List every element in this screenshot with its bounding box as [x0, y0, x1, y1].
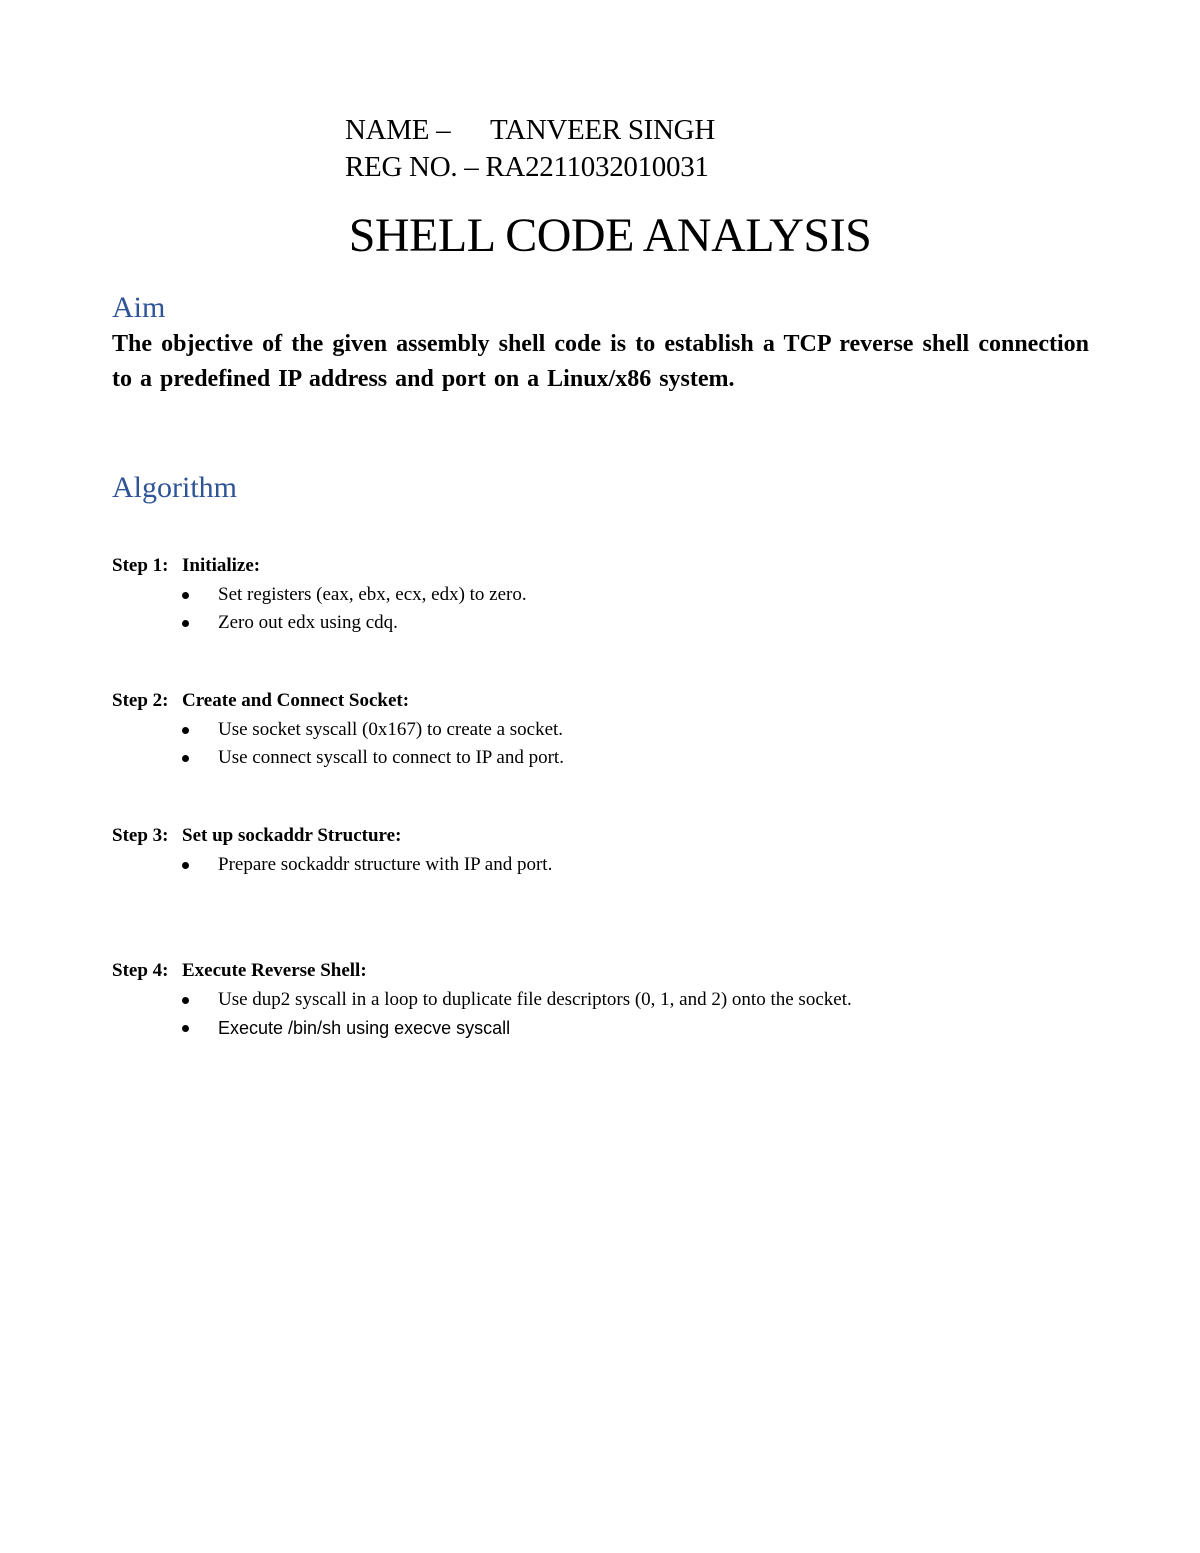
list-item — [112, 716, 1112, 744]
bullet-text: Use dup2 syscall in a loop to duplicate file descriptors (0, 1, and 2) onto the socket. — [218, 989, 852, 1010]
step-4 — [112, 958, 1112, 1042]
list-item — [112, 609, 1112, 637]
step-2 — [112, 688, 1112, 772]
bullet-icon — [182, 755, 189, 762]
list-item — [112, 581, 1112, 609]
step-title: Initialize: — [182, 555, 261, 576]
bullet-icon — [182, 997, 189, 1004]
list-item — [112, 986, 1112, 1014]
list-item — [112, 1014, 1112, 1042]
step-number: Step 1: — [112, 555, 169, 576]
bullet-text: Zero out edx using cdq. — [218, 612, 398, 633]
step-bullet-list — [112, 581, 1112, 637]
list-item — [112, 851, 1112, 879]
name-label: NAME – — [345, 114, 451, 146]
bullet-text: Set registers (eax, ebx, ecx, edx) to zero. — [218, 584, 527, 605]
step-bullet-list — [112, 851, 1112, 879]
bullet-icon — [182, 727, 189, 734]
bullet-icon — [182, 1025, 189, 1032]
bullet-text: Use connect syscall to connect to IP and port. — [218, 747, 564, 768]
algorithm-heading: Algorithm — [112, 471, 237, 504]
step-title: Execute Reverse Shell: — [182, 960, 367, 981]
aim-paragraph: The objective of the given assembly shell code is to establish a TCP reverse shell connection to a predefined IP address and port on a Linux/x86 system. — [112, 331, 1089, 392]
name-value: TANVEER SINGH — [490, 114, 715, 146]
step-heading — [112, 958, 1112, 986]
step-heading — [112, 553, 1112, 581]
step-3 — [112, 823, 1112, 879]
list-item — [112, 744, 1112, 772]
step-bullet-list — [112, 716, 1112, 772]
document-title: SHELL CODE ANALYSIS — [348, 209, 872, 262]
aim-heading: Aim — [112, 291, 166, 324]
step-number: Step 4: — [112, 960, 169, 981]
bullet-text: Prepare sockaddr structure with IP and port. — [218, 854, 553, 875]
step-title: Set up sockaddr Structure: — [182, 825, 402, 846]
step-number: Step 3: — [112, 825, 169, 846]
reg-label: REG NO. – — [345, 151, 479, 183]
bullet-icon — [182, 620, 189, 627]
step-1 — [112, 553, 1112, 637]
bullet-icon — [182, 592, 189, 599]
step-number: Step 2: — [112, 690, 169, 711]
bullet-text: Execute /bin/sh using execve syscall — [218, 1018, 511, 1038]
registration-line — [345, 149, 709, 185]
bullet-text: Use socket syscall (0x167) to create a socket. — [218, 719, 564, 740]
step-heading — [112, 688, 1112, 716]
student-name-line — [345, 112, 715, 148]
step-heading — [112, 823, 1112, 851]
step-title: Create and Connect Socket: — [182, 690, 410, 711]
reg-value: RA2211032010031 — [485, 151, 709, 183]
bullet-icon — [182, 862, 189, 869]
step-bullet-list — [112, 986, 1112, 1042]
